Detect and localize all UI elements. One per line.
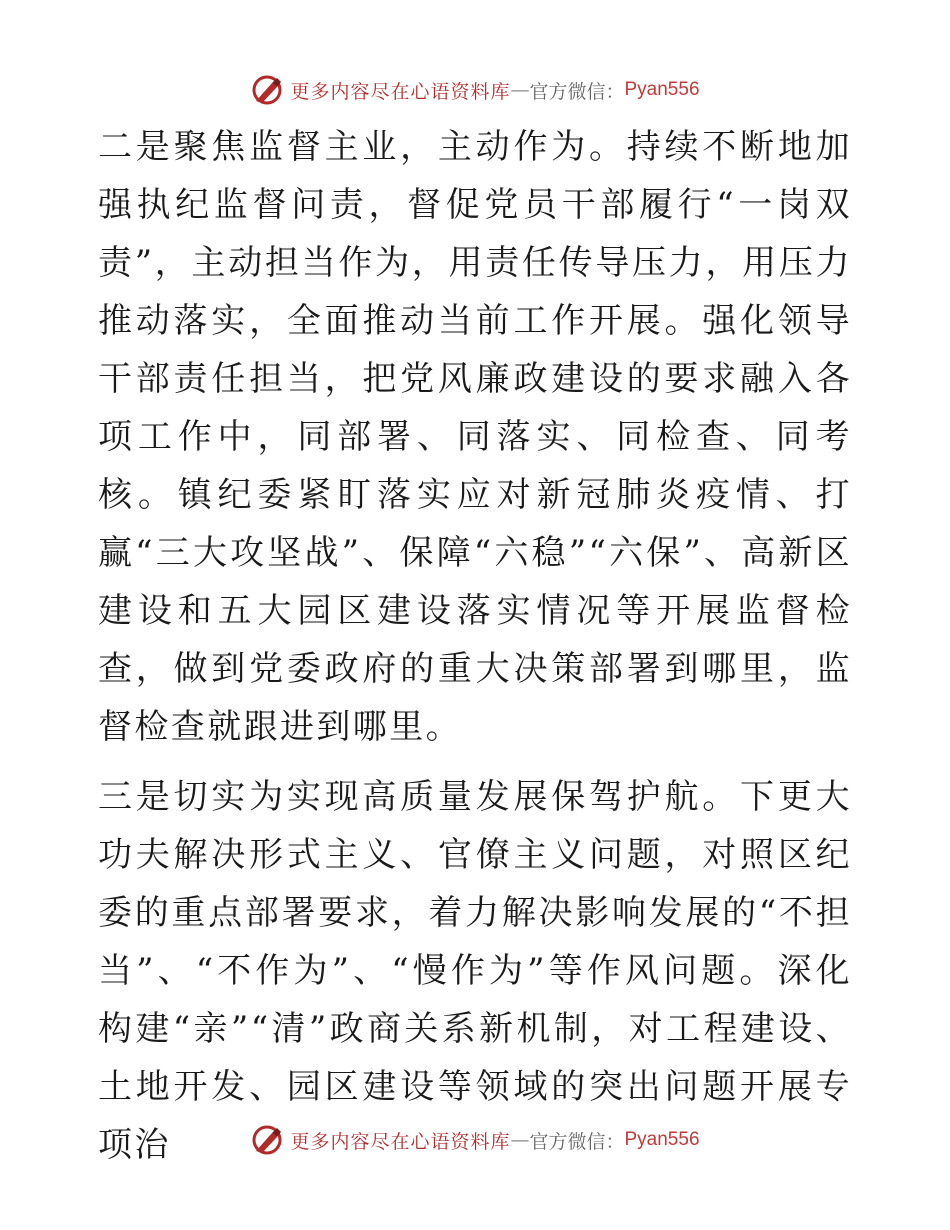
footer-watermark (0, 1120, 950, 1160)
pen-nib-logo-icon (250, 73, 284, 107)
paragraph-2: 二是聚焦监督主业，主动作为。持续不断地加强执纪监督问责，督促党员干部履行“一岗双责”，主动担当作为，用责任传导压力，用压力推动落实，全面推动当前工作开展。强化领导干部责任担当，把党风廉政建设的要求融入各项工作中，同部署、同落实、同检查、同考核。镇纪委紧盯落实应对新冠肺炎疫情、打赢“三大攻坚战”、保障“六稳”“六保”、高新区建设和五大园区建设落实情况等开展监督检查，做到党委政府的重大决策部署到哪里，监督检查就跟进到哪里。 (98, 127, 852, 747)
watermark-dash: — (510, 79, 530, 101)
document-body (98, 118, 852, 1174)
paragraph-3: 三是切实为实现高质量发展保驾护航。下更大功夫解决形式主义、官僚主义问题，对照区纪委的重点部署要求，着力解决影响发展的“不担当”、“不作为”、“慢作为”等作风问题。深化构建“亲”“清”政商关系新机制，对工程建设、土地开发、园区建设等领域的突出问题开展专项治 (98, 777, 852, 1165)
watermark-wechat-id: Pyan556 (624, 1129, 700, 1150)
watermark-wechat-id: Pyan556 (624, 79, 700, 100)
pen-nib-logo-icon (250, 1123, 284, 1157)
watermark-official-label: 官方微信： (529, 1130, 625, 1153)
header-watermark (0, 70, 950, 110)
watermark-brand-text: 更多内容尽在心语资料库 (290, 80, 511, 103)
watermark-official-label: 官方微信： (529, 80, 625, 103)
watermark-brand-text: 更多内容尽在心语资料库 (290, 1130, 511, 1153)
watermark-dash: — (510, 1129, 530, 1151)
